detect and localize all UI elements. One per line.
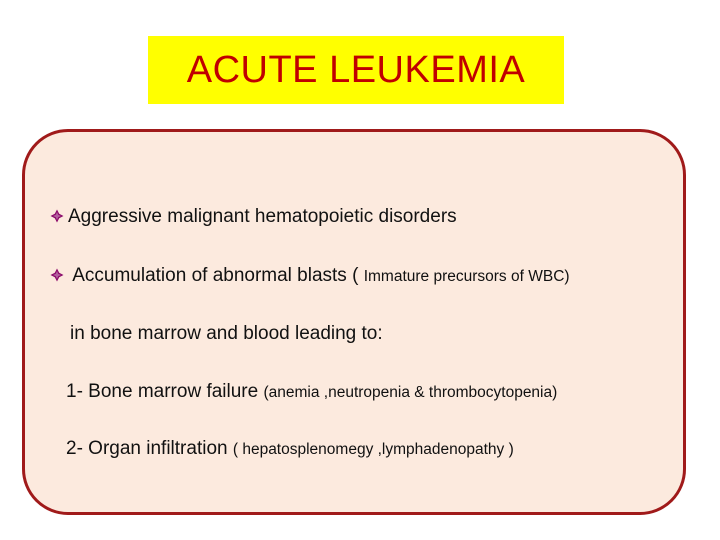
bullet-parenthetical: Immature precursors of WBC) [363,268,570,285]
list-item-2 [66,438,514,460]
item-text: 2- Organ infiltration [66,438,233,459]
diamond-bullet-icon [50,209,64,223]
bullet-text: Aggressive malignant hematopoietic disorders [68,206,457,227]
item-parenthetical: ( hepatosplenomegy ,lymphadenopathy ) [232,441,514,458]
diamond-bullet-icon [50,268,64,282]
item-parenthetical: (anemia ,neutropenia & thrombocytopenia) [263,384,558,401]
title-banner [148,36,564,104]
slide-title: ACUTE LEUKEMIA [186,48,526,91]
bullet-item-2 [50,265,570,287]
bullet-text: Accumulation of abnormal blasts ( [68,265,364,286]
bullet-item-1 [50,206,457,228]
list-item-1 [66,381,557,403]
continuation-text: in bone marrow and blood leading to: [70,323,383,344]
item-text: 1- Bone marrow failure [66,381,264,402]
